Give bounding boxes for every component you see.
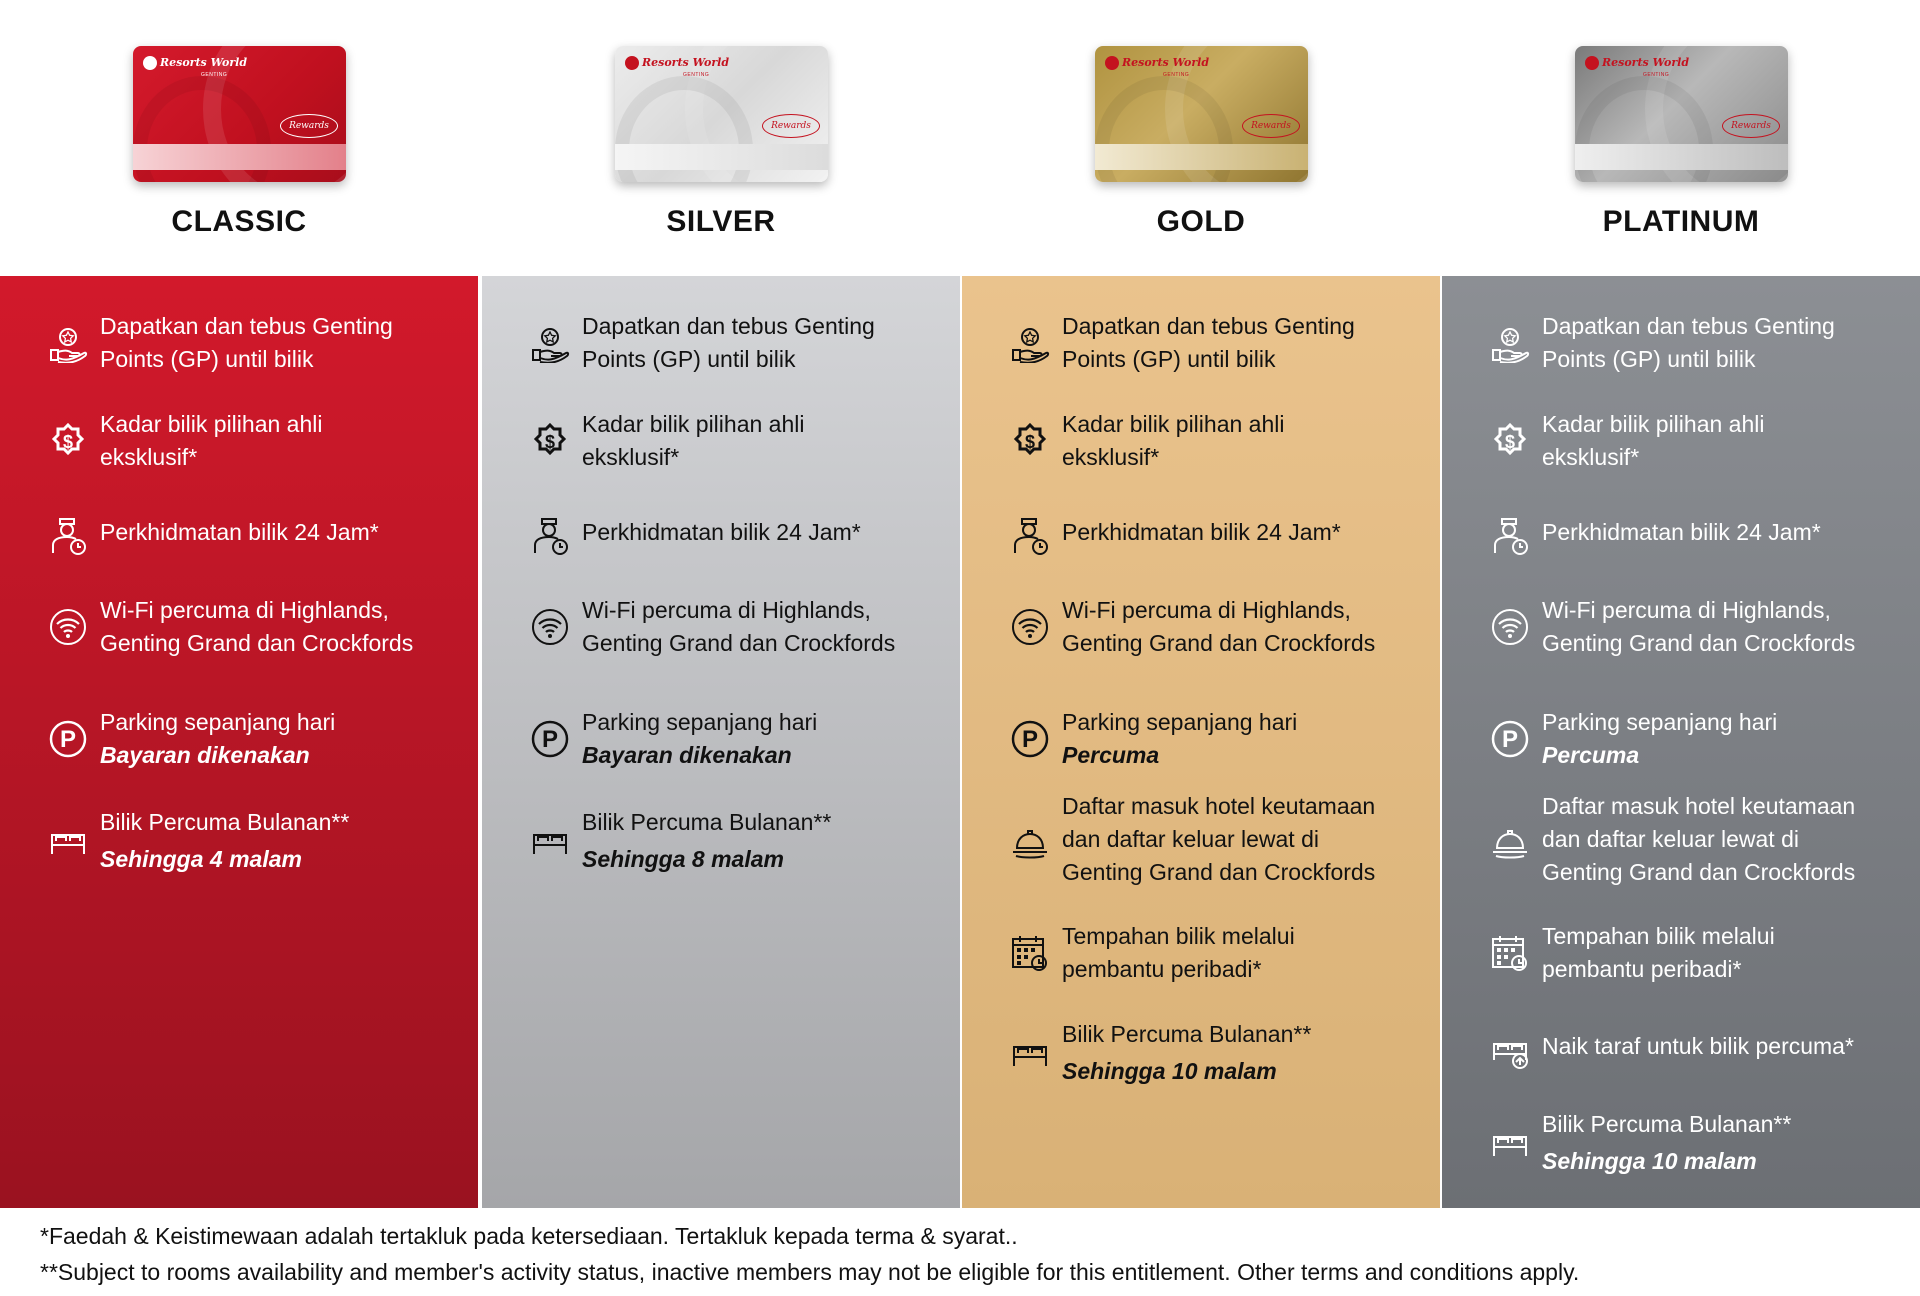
benefit-text-line: dan daftar keluar lewat di	[1062, 826, 1319, 852]
benefit-text-line: Perkhidmatan bilik 24 Jam*	[582, 519, 861, 545]
benefit-emphasis: Sehingga 4 malam	[100, 846, 302, 872]
benefit-text	[1542, 408, 1912, 474]
bed-icon	[1010, 1031, 1050, 1071]
benefit-text	[100, 594, 470, 660]
wifi-icon	[1010, 607, 1050, 647]
hand-star-icon	[1490, 323, 1530, 363]
benefit-text	[1062, 920, 1432, 986]
reception-bell-icon	[1490, 820, 1530, 860]
benefit-text-line: Bilik Percuma Bulanan**	[582, 809, 832, 835]
card-rewards-logo: Rewards	[280, 114, 338, 138]
benefit-emphasis: Sehingga 8 malam	[582, 846, 784, 872]
card-brand-logo: Resorts World	[1585, 56, 1689, 70]
benefit-text-line: Kadar bilik pilihan ahli	[1062, 411, 1285, 437]
card-brand-logo: Resorts World	[143, 56, 247, 70]
benefit-text	[1062, 790, 1432, 889]
dollar-badge-icon	[1490, 421, 1530, 461]
benefit-text-line: Perkhidmatan bilik 24 Jam*	[1542, 519, 1821, 545]
benefit-text-line: Points (GP) until bilik	[582, 346, 796, 372]
benefit-text-line: Genting Grand dan Crockfords	[100, 630, 414, 656]
benefit-emphasis: Percuma	[1062, 742, 1160, 768]
footnotes	[40, 1218, 1900, 1290]
benefit-text-line: Wi-Fi percuma di Highlands,	[1542, 597, 1831, 623]
card-brand-logo: Resorts World	[625, 56, 729, 70]
benefit-text-line: eksklusif*	[1062, 444, 1160, 470]
benefit-text-line: Kadar bilik pilihan ahli	[582, 411, 805, 437]
benefit-text-line: Parking sepanjang hari	[1542, 709, 1778, 735]
benefit-text-line: Parking sepanjang hari	[100, 709, 336, 735]
benefit-text	[1062, 516, 1432, 549]
platinum-membership-card-image	[1575, 46, 1788, 182]
benefit-text	[1542, 1108, 1912, 1178]
benefit-text	[582, 310, 952, 376]
benefit-text-line: Kadar bilik pilihan ahli	[100, 411, 323, 437]
benefit-emphasis: Sehingga 10 malam	[1062, 1058, 1277, 1084]
bed-icon	[1490, 1121, 1530, 1161]
svg-text:$: $	[1024, 432, 1036, 452]
benefit-text	[100, 706, 470, 772]
benefit-text-line: Tempahan bilik melalui	[1062, 923, 1295, 949]
calendar-clock-icon	[1010, 933, 1050, 973]
silver-membership-card-image	[615, 46, 828, 182]
benefit-text	[1062, 1018, 1432, 1088]
svg-text:$: $	[1504, 432, 1516, 452]
benefit-text-line: Genting Grand dan Crockfords	[582, 630, 896, 656]
benefit-emphasis: Bayaran dikenakan	[582, 742, 792, 768]
benefit-text	[582, 706, 952, 772]
svg-text:P: P	[1501, 726, 1519, 753]
benefit-text	[582, 408, 952, 474]
bed-icon	[530, 819, 570, 859]
benefit-emphasis: Percuma	[1542, 742, 1640, 768]
benefit-text-line: Bilik Percuma Bulanan**	[100, 809, 350, 835]
parking-icon	[530, 719, 570, 759]
benefit-text-line: Naik taraf untuk bilik percuma*	[1542, 1033, 1854, 1059]
benefit-text-line: Genting Grand dan Crockfords	[1542, 630, 1856, 656]
benefit-text-line: Tempahan bilik melalui	[1542, 923, 1775, 949]
footnote-activity-status: **Subject to rooms availability and member's activity status, inactive members may not be eligible for this entitlement. Other terms and conditions apply.	[40, 1259, 1580, 1285]
dollar-badge-icon	[530, 421, 570, 461]
parking-icon	[1010, 719, 1050, 759]
benefit-text	[1542, 920, 1912, 986]
card-rewards-logo: Rewards	[1722, 114, 1780, 138]
benefit-text-line: Perkhidmatan bilik 24 Jam*	[1062, 519, 1341, 545]
tier-name-classic: CLASSIC	[171, 205, 307, 238]
parking-icon	[48, 719, 88, 759]
card-brand-sub: GENTING	[683, 72, 710, 78]
svg-text:P: P	[541, 726, 559, 753]
gold-membership-card-image	[1095, 46, 1308, 182]
wifi-icon	[1490, 607, 1530, 647]
benefit-text-line: Points (GP) until bilik	[1062, 346, 1276, 372]
footnote-availability: *Faedah & Keistimewaan adalah tertakluk pada ketersediaan. Tertakluk kepada terma & syarat..	[40, 1223, 1018, 1249]
benefit-text	[1542, 310, 1912, 376]
tier-name-gold: GOLD	[1156, 205, 1246, 238]
svg-text:$: $	[62, 432, 74, 452]
card-rewards-logo: Rewards	[762, 114, 820, 138]
benefit-text-line: Genting Grand dan Crockfords	[1062, 630, 1376, 656]
benefit-text-line: Daftar masuk hotel keutamaan	[1062, 793, 1376, 819]
benefit-text-line: Bilik Percuma Bulanan**	[1062, 1021, 1312, 1047]
benefit-text	[100, 516, 470, 549]
benefit-text-line: eksklusif*	[582, 444, 680, 470]
reception-bell-icon	[1010, 820, 1050, 860]
svg-text:$: $	[544, 432, 556, 452]
tier-name-silver: SILVER	[666, 205, 776, 238]
tier-column-gold	[962, 0, 1440, 1208]
benefit-text-line: Dapatkan dan tebus Genting	[100, 313, 393, 339]
concierge-clock-icon	[1010, 516, 1050, 556]
benefit-text-line: eksklusif*	[100, 444, 198, 470]
benefit-text-line: Points (GP) until bilik	[100, 346, 314, 372]
benefit-text-line: pembantu peribadi*	[1062, 956, 1262, 982]
tier-header-classic	[0, 0, 478, 276]
dollar-badge-icon	[1010, 421, 1050, 461]
benefit-text-line: Perkhidmatan bilik 24 Jam*	[100, 519, 379, 545]
classic-membership-card-image	[133, 46, 346, 182]
tier-header-platinum	[1442, 0, 1920, 276]
benefit-text-line: Points (GP) until bilik	[1542, 346, 1756, 372]
concierge-clock-icon	[530, 516, 570, 556]
card-brand-logo: Resorts World	[1105, 56, 1209, 70]
benefit-text-line: Dapatkan dan tebus Genting	[1062, 313, 1355, 339]
benefit-text	[1542, 594, 1912, 660]
wifi-icon	[530, 607, 570, 647]
benefit-text	[1062, 706, 1432, 772]
concierge-clock-icon	[48, 516, 88, 556]
svg-text:P: P	[59, 726, 77, 753]
wifi-icon	[48, 607, 88, 647]
benefit-text-line: Genting Grand dan Crockfords	[1062, 859, 1376, 885]
benefit-text	[1062, 408, 1432, 474]
benefit-text-line: Kadar bilik pilihan ahli	[1542, 411, 1765, 437]
benefit-text	[100, 310, 470, 376]
benefit-text-line: Parking sepanjang hari	[582, 709, 818, 735]
card-rewards-logo: Rewards	[1242, 114, 1300, 138]
card-brand-sub: GENTING	[1163, 72, 1190, 78]
benefit-text	[582, 594, 952, 660]
benefit-text	[1542, 790, 1912, 889]
tier-name-platinum: PLATINUM	[1602, 205, 1760, 238]
benefit-text	[1062, 310, 1432, 376]
benefit-text	[1542, 1030, 1912, 1063]
benefit-text-line: Daftar masuk hotel keutamaan	[1542, 793, 1856, 819]
benefit-text	[1062, 594, 1432, 660]
bed-icon	[48, 819, 88, 859]
benefit-text	[582, 806, 952, 876]
hand-star-icon	[530, 323, 570, 363]
benefit-text-line: Wi-Fi percuma di Highlands,	[100, 597, 389, 623]
benefit-text	[100, 408, 470, 474]
benefit-text-line: pembantu peribadi*	[1542, 956, 1742, 982]
dollar-badge-icon	[48, 421, 88, 461]
benefit-text	[1542, 706, 1912, 772]
benefit-text	[582, 516, 952, 549]
card-brand-sub: GENTING	[1643, 72, 1670, 78]
benefit-text	[1542, 516, 1912, 549]
benefit-emphasis: Sehingga 10 malam	[1542, 1148, 1757, 1174]
benefit-text-line: Wi-Fi percuma di Highlands,	[1062, 597, 1351, 623]
benefit-text-line: Dapatkan dan tebus Genting	[582, 313, 875, 339]
bed-upgrade-icon	[1490, 1030, 1530, 1070]
tier-column-silver	[482, 0, 960, 1208]
tier-header-gold	[962, 0, 1440, 276]
parking-icon	[1490, 719, 1530, 759]
concierge-clock-icon	[1490, 516, 1530, 556]
tier-header-silver	[482, 0, 960, 276]
tier-column-classic	[0, 0, 478, 1208]
benefit-text-line: Dapatkan dan tebus Genting	[1542, 313, 1835, 339]
benefit-text-line: Bilik Percuma Bulanan**	[1542, 1111, 1792, 1137]
calendar-clock-icon	[1490, 933, 1530, 973]
benefit-text-line: eksklusif*	[1542, 444, 1640, 470]
hand-star-icon	[48, 323, 88, 363]
card-brand-sub: GENTING	[201, 72, 228, 78]
benefit-text-line: Genting Grand dan Crockfords	[1542, 859, 1856, 885]
svg-text:P: P	[1021, 726, 1039, 753]
benefit-text-line: dan daftar keluar lewat di	[1542, 826, 1799, 852]
benefit-text-line: Wi-Fi percuma di Highlands,	[582, 597, 871, 623]
hand-star-icon	[1010, 323, 1050, 363]
benefit-text	[100, 806, 470, 876]
benefit-emphasis: Bayaran dikenakan	[100, 742, 310, 768]
benefit-text-line: Parking sepanjang hari	[1062, 709, 1298, 735]
tier-column-platinum	[1442, 0, 1920, 1208]
